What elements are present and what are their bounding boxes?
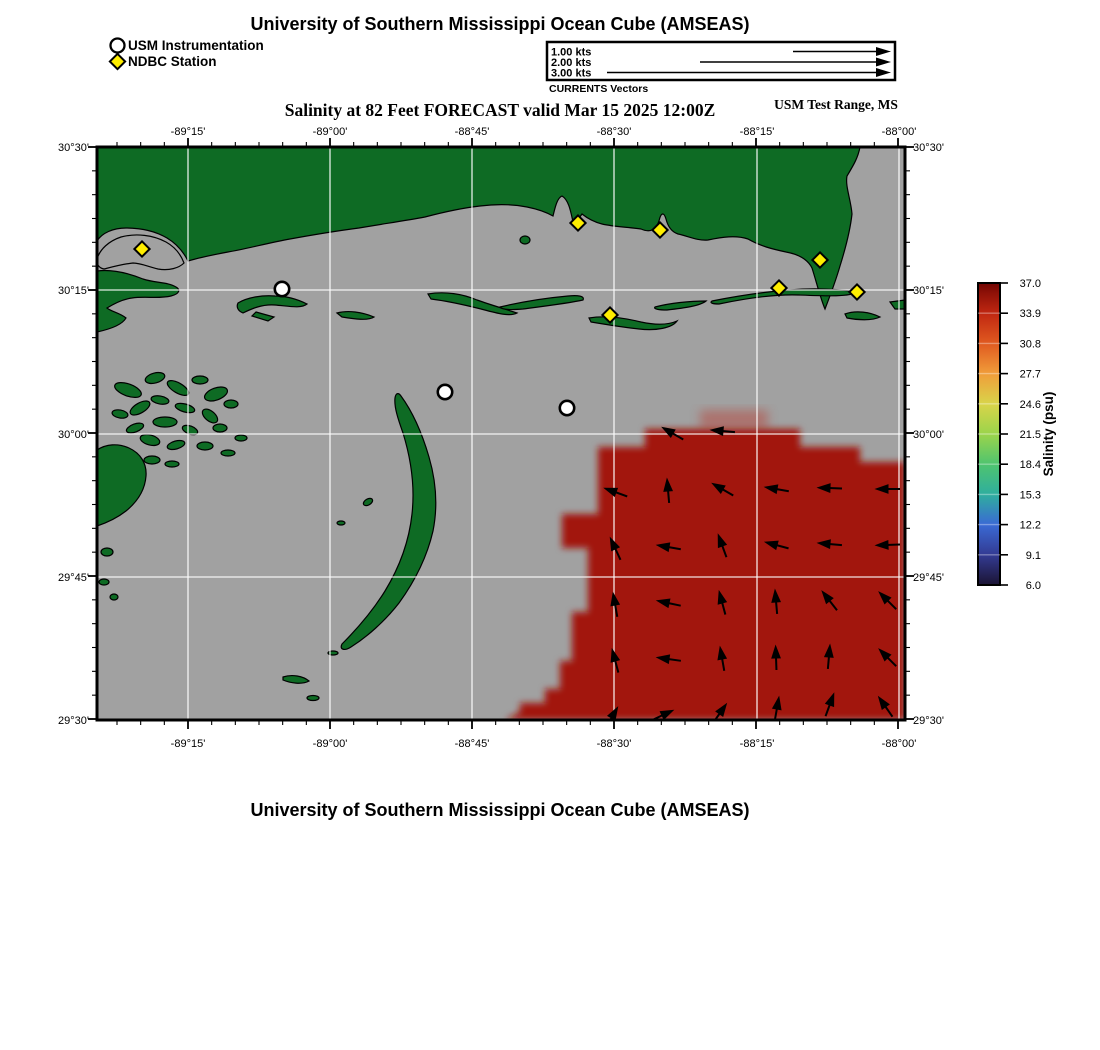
region-label: USM Test Range, MS <box>774 97 898 112</box>
page-title: University of Southern Mississippi Ocean Cube (AMSEAS) <box>250 14 750 34</box>
map-canvas <box>97 147 905 730</box>
colorbar-tick-label: 21.5 <box>1019 429 1041 441</box>
currents-row-2-label: 2.00 kts <box>551 57 592 69</box>
tiny-peninsula <box>520 236 530 244</box>
marsh-islet <box>110 594 118 600</box>
marsh-islet <box>101 548 113 556</box>
usm-circle-icon <box>111 39 125 53</box>
marsh-islet <box>192 376 208 384</box>
marsh-islet <box>337 521 345 525</box>
marsh-islet <box>235 435 247 441</box>
currents-row-1-label: 1.00 kts <box>551 46 592 59</box>
colorbar-tick-label: 33.9 <box>1019 308 1041 321</box>
colorbar-tick-label: 37.0 <box>1019 278 1041 290</box>
x-axis-label-top: -89°15' <box>170 126 206 138</box>
y-axis-label-right: 30°15' <box>913 285 944 297</box>
current-arrow-tail <box>829 544 842 545</box>
x-axis-label-bottom: -89°15' <box>170 738 206 750</box>
colorbar-tick-label: 30.8 <box>1019 338 1041 351</box>
usm-instrumentation-marker <box>275 282 289 296</box>
colorbar <box>978 278 1056 592</box>
x-axis-label-top: -88°45' <box>454 126 490 138</box>
current-arrow-tail <box>828 656 829 669</box>
colorbar-tick-label: 12.2 <box>1019 519 1041 532</box>
colorbar-tick-label: 15.3 <box>1019 489 1041 502</box>
x-axis-label-bottom: -89°00' <box>312 738 348 750</box>
y-axis-label-left: 30°15' <box>58 285 89 297</box>
y-axis-label-right: 29°30' <box>913 715 944 727</box>
y-axis-label-left: 30°00' <box>58 429 89 441</box>
colorbar-tick-label: 27.7 <box>1019 368 1041 381</box>
x-axis-label-bottom: -88°15' <box>739 738 775 750</box>
x-axis-label-bottom: -88°00' <box>881 738 917 750</box>
currents-legend <box>547 42 895 95</box>
currents-legend-box <box>547 42 895 80</box>
y-axis-label-right: 29°45' <box>913 572 944 584</box>
ndbc-diamond-icon <box>110 54 125 69</box>
current-arrow-tail <box>668 490 669 503</box>
marker-legend-label-usm: USM Instrumentation <box>128 38 264 53</box>
marsh-islet <box>99 579 109 585</box>
marker-legend-label-ndbc: NDBC Station <box>128 54 217 69</box>
marsh-islet <box>144 456 160 464</box>
x-axis-label-bottom: -88°30' <box>596 738 632 750</box>
south-dash-2 <box>307 696 319 701</box>
usm-instrumentation-marker <box>438 385 452 399</box>
y-axis-label-left: 29°45' <box>58 572 89 584</box>
currents-legend-caption: CURRENTS Vectors <box>549 83 649 95</box>
y-axis-label-right: 30°00' <box>913 429 944 441</box>
current-arrow-tail <box>722 431 735 432</box>
y-axis-label-left: 29°30' <box>58 715 89 727</box>
y-axis-label-left: 30°30' <box>58 142 89 154</box>
marsh-islet <box>153 417 177 427</box>
x-axis-label-bottom: -88°45' <box>454 738 490 750</box>
x-axis-label-top: -88°00' <box>881 126 917 138</box>
colorbar-tick-label: 9.1 <box>1025 549 1041 562</box>
marker-legend <box>110 38 264 69</box>
usm-instrumentation-marker <box>560 401 574 415</box>
map-subtitle: Salinity at 82 Feet FORECAST valid Mar 15 2025 12:00Z <box>284 100 716 120</box>
colorbar-axis-label: Salinity (psu) <box>1041 391 1056 477</box>
x-axis-label-top: -88°30' <box>596 126 632 138</box>
marsh-islet <box>165 461 179 467</box>
y-axis-label-right: 30°30' <box>913 142 944 154</box>
current-arrow-tail <box>776 601 777 614</box>
marsh-islet <box>224 400 238 408</box>
footer-title: University of Southern Mississippi Ocean Cube (AMSEAS) <box>250 800 750 820</box>
x-axis-label-top: -88°15' <box>739 126 775 138</box>
colorbar-tick-label: 24.6 <box>1019 398 1041 411</box>
marsh-islet <box>213 424 227 432</box>
marsh-islet <box>221 450 235 456</box>
x-axis-label-top: -89°00' <box>312 126 348 138</box>
colorbar-tick-label: 6.0 <box>1025 580 1041 592</box>
marsh-islet <box>197 442 213 450</box>
colorbar-tick-label: 18.4 <box>1019 459 1041 472</box>
currents-row-3-label: 3.00 kts <box>551 67 592 80</box>
